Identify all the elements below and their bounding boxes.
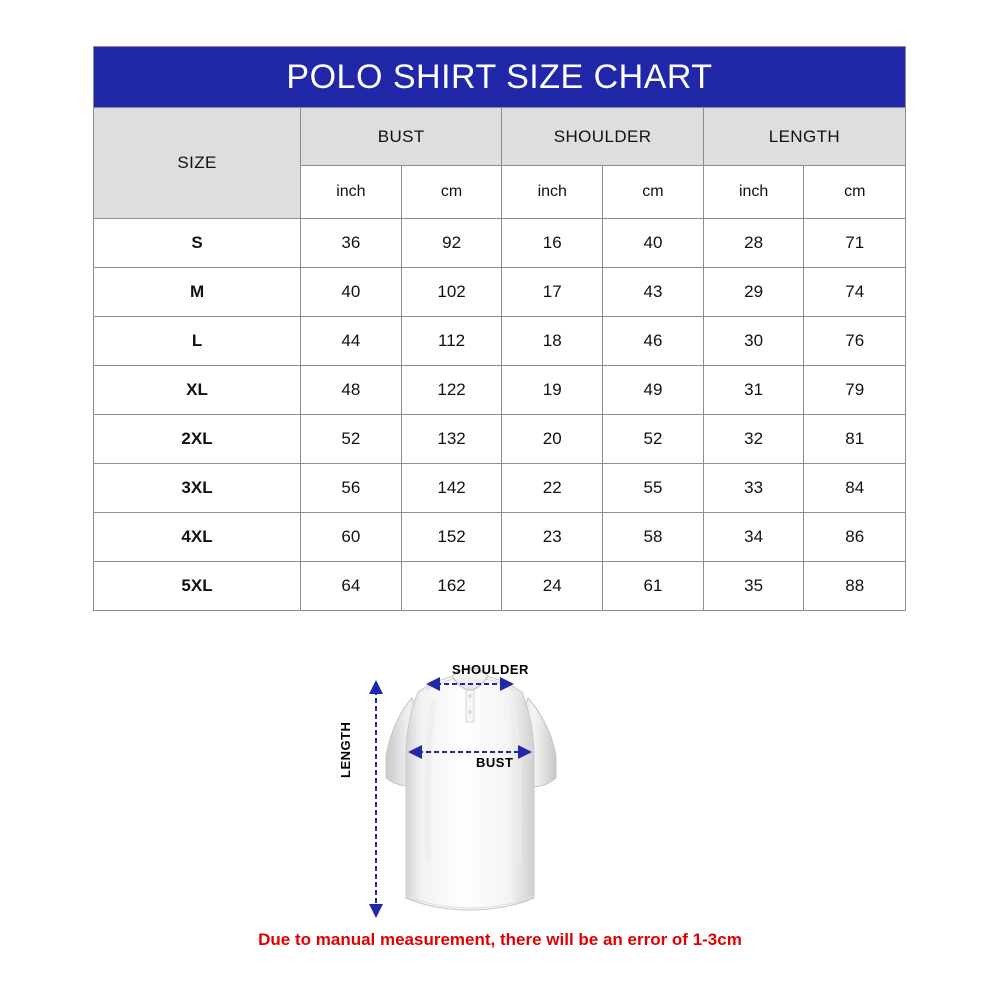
unit-shoulder-cm: cm xyxy=(603,166,704,219)
header-shoulder: SHOULDER xyxy=(502,108,703,166)
measurement-illustration xyxy=(340,630,670,930)
table-row xyxy=(94,219,906,268)
cell-shoulder-cm: 46 xyxy=(603,317,704,366)
cell-shoulder-inch: 22 xyxy=(502,464,603,513)
cell-length-inch: 32 xyxy=(703,415,804,464)
cell-size: M xyxy=(94,268,301,317)
cell-length-cm: 76 xyxy=(804,317,906,366)
cell-shoulder-inch: 20 xyxy=(502,415,603,464)
cell-bust-cm: 112 xyxy=(401,317,502,366)
cell-shoulder-inch: 24 xyxy=(502,562,603,611)
table-row xyxy=(94,562,906,611)
cell-bust-inch: 64 xyxy=(301,562,402,611)
cell-length-cm: 86 xyxy=(804,513,906,562)
cell-shoulder-inch: 17 xyxy=(502,268,603,317)
cell-length-inch: 34 xyxy=(703,513,804,562)
bust-label: BUST xyxy=(476,755,514,770)
cell-length-inch: 29 xyxy=(703,268,804,317)
table-row xyxy=(94,268,906,317)
cell-bust-cm: 132 xyxy=(401,415,502,464)
cell-length-inch: 35 xyxy=(703,562,804,611)
cell-bust-cm: 152 xyxy=(401,513,502,562)
cell-size: 3XL xyxy=(94,464,301,513)
table-row xyxy=(94,513,906,562)
cell-bust-cm: 102 xyxy=(401,268,502,317)
cell-shoulder-cm: 43 xyxy=(603,268,704,317)
cell-bust-cm: 142 xyxy=(401,464,502,513)
cell-length-inch: 31 xyxy=(703,366,804,415)
measurement-note: Due to manual measurement, there will be an error of 1-3cm xyxy=(258,930,742,949)
cell-length-cm: 88 xyxy=(804,562,906,611)
cell-bust-cm: 92 xyxy=(401,219,502,268)
cell-bust-cm: 122 xyxy=(401,366,502,415)
cell-length-inch: 30 xyxy=(703,317,804,366)
cell-size: XL xyxy=(94,366,301,415)
cell-length-inch: 33 xyxy=(703,464,804,513)
cell-length-inch: 28 xyxy=(703,219,804,268)
cell-length-cm: 84 xyxy=(804,464,906,513)
unit-length-inch: inch xyxy=(703,166,804,219)
cell-shoulder-cm: 61 xyxy=(603,562,704,611)
cell-shoulder-cm: 55 xyxy=(603,464,704,513)
table-row xyxy=(94,317,906,366)
cell-bust-inch: 56 xyxy=(301,464,402,513)
chart-header-row xyxy=(94,108,906,166)
table-row xyxy=(94,464,906,513)
size-chart-container xyxy=(93,46,906,611)
cell-bust-inch: 52 xyxy=(301,415,402,464)
cell-size: L xyxy=(94,317,301,366)
size-chart-table xyxy=(93,46,906,611)
unit-shoulder-inch: inch xyxy=(502,166,603,219)
cell-shoulder-inch: 19 xyxy=(502,366,603,415)
cell-shoulder-inch: 18 xyxy=(502,317,603,366)
header-length: LENGTH xyxy=(703,108,905,166)
cell-shoulder-cm: 52 xyxy=(603,415,704,464)
chart-title-row xyxy=(94,47,906,108)
cell-bust-inch: 60 xyxy=(301,513,402,562)
cell-shoulder-cm: 40 xyxy=(603,219,704,268)
cell-bust-cm: 162 xyxy=(401,562,502,611)
header-bust: BUST xyxy=(301,108,502,166)
cell-length-cm: 79 xyxy=(804,366,906,415)
cell-length-cm: 81 xyxy=(804,415,906,464)
cell-bust-inch: 48 xyxy=(301,366,402,415)
unit-length-cm: cm xyxy=(804,166,906,219)
cell-shoulder-inch: 23 xyxy=(502,513,603,562)
unit-bust-inch: inch xyxy=(301,166,402,219)
table-row xyxy=(94,366,906,415)
length-label: LENGTH xyxy=(338,721,353,778)
cell-shoulder-inch: 16 xyxy=(502,219,603,268)
cell-size: S xyxy=(94,219,301,268)
cell-length-cm: 74 xyxy=(804,268,906,317)
cell-shoulder-cm: 58 xyxy=(603,513,704,562)
cell-bust-inch: 44 xyxy=(301,317,402,366)
cell-length-cm: 71 xyxy=(804,219,906,268)
cell-bust-inch: 40 xyxy=(301,268,402,317)
unit-bust-cm: cm xyxy=(401,166,502,219)
cell-bust-inch: 36 xyxy=(301,219,402,268)
cell-size: 2XL xyxy=(94,415,301,464)
shoulder-label: SHOULDER xyxy=(452,662,529,677)
page-title: POLO SHIRT SIZE CHART xyxy=(94,47,906,108)
cell-size: 4XL xyxy=(94,513,301,562)
table-row xyxy=(94,415,906,464)
cell-shoulder-cm: 49 xyxy=(603,366,704,415)
cell-size: 5XL xyxy=(94,562,301,611)
header-size: SIZE xyxy=(94,108,301,219)
